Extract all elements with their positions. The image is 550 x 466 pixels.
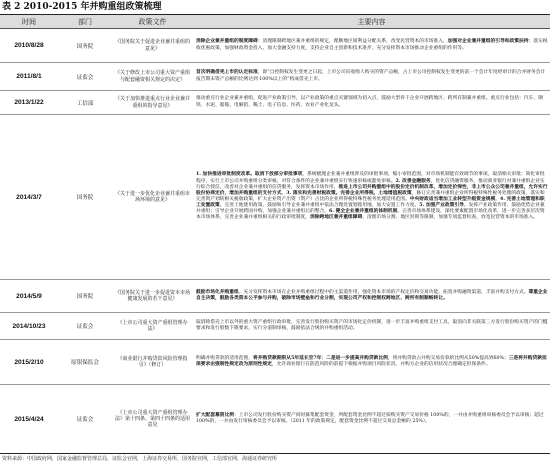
main-text-segment: ，清理市场分割、地区封锁等限制，加强专项监督检查，放宽民营资本的市场准入。: [362, 215, 539, 221]
cell-time-text: 2013/1/22: [14, 99, 44, 106]
cell-dept-text: 证监会: [76, 417, 94, 423]
cell-time-text: 2014/5/9: [16, 292, 42, 300]
main-text-segment: 首次明确借壳上市的认定标准: [196, 70, 258, 76]
cell-time-text: 2014/3/7: [16, 193, 42, 201]
main-text-segment: 推动重点行业企业兼并重组，促进产业政策引导，以产业政策的重点关键领域为切入点，鼓励大型骨干企业开展跨地区、跨所有制兼并重组。: [196, 96, 491, 102]
table-bottom-rule: [0, 453, 550, 454]
cell-time: [0, 91, 58, 114]
cell-time: [0, 29, 58, 62]
cell-dept: [58, 91, 112, 114]
cell-time: [0, 340, 58, 384]
header-doc: 政策文件: [138, 18, 167, 26]
main-text-segment: 5. 加强产业政策引导: [419, 203, 464, 209]
table-row: [0, 340, 550, 385]
cell-doc-text: 《商业银行并购贷款风险管理指引》（修订）: [117, 355, 188, 368]
main-text-segment: 推进上市公司并购重组中的股份定价机制改革，增加定价弹性，非上市公众公司兼并重组，允许实行股份协商定价，增加并购重组的支付方式: [196, 184, 548, 196]
cell-doc: [112, 385, 193, 453]
cell-doc-text: 《上市公司重大资产重组管理办法》第十四条、第四十四条的适用意见: [115, 409, 191, 429]
cell-main: [193, 29, 550, 62]
cell-dept: [58, 29, 112, 62]
cell-time-text: 2011/8/1: [16, 73, 42, 80]
cell-doc-text: 《国务院关于进一步促进资本市场健康发展的若干意见》: [115, 289, 191, 302]
cell-doc: [112, 280, 193, 312]
cell-doc: [112, 313, 193, 339]
main-text-segment: 重点行业包括：汽车、钢铁、水泥、船舶、电解铝、稀土、电子信息、医药、农业产业化龙头。: [196, 96, 543, 108]
main-text-segment: 尊重企业自主决策，鼓励各类资本公平参与并购，破除市场壁垒和行业分割，实现公司产权和控制权跨地区、跨所有制顺畅转让。: [196, 289, 548, 301]
main-text-segment: 加强对企业兼并重组的引导和政策扶持: [447, 39, 529, 45]
cell-time-text: 2015/2/10: [14, 358, 44, 366]
main-text-segment: ：上市公司发行股份购买资产同时募集配套资金，所配套资金比例不超过拟购买资产交易价格 100%的，一并由并购重组审核委员会予以审核；超过 100%的，一并由发行审核委员会予以审核。（2011 年的政策规定，配套资金比例不超过交易总金额的 25%）。: [196, 412, 544, 424]
cell-dept-text: 国务院: [76, 195, 94, 201]
main-text-segment: 。取消下放部分审批事项: [250, 172, 303, 178]
main-text-segment: 1. 加快推进审批制度改革: [196, 172, 251, 178]
cell-time: [0, 280, 58, 312]
cell-time: [0, 115, 58, 279]
cell-dept: [58, 313, 112, 339]
cell-dept: [58, 115, 112, 279]
main-text-segment: 消除企业兼并重组的制度障碍: [196, 39, 258, 45]
main-text-segment: ；: [321, 355, 327, 361]
main-text-segment: ：清理限制跨地区兼并重组的规定，理顺地区间利益分配关系，改变民营资本的市场准入，: [257, 39, 448, 45]
cell-doc-text: 《上市公司重大资产重组管理办法》: [117, 319, 188, 332]
cell-dept: [58, 280, 112, 312]
main-text-segment: 。完善企业所得税、土地增值税政策: [335, 190, 412, 196]
table-row: [0, 63, 550, 91]
cell-doc-text: 《关于加快推进重点行业企业兼并重组的指导意见》: [115, 96, 191, 109]
cell-time: [0, 63, 58, 90]
table-row: [0, 91, 550, 115]
cell-doc: [112, 91, 193, 114]
cell-main: [193, 385, 550, 453]
main-text-segment: ；落实税收优惠政策，加强财政资金投入，加大金融支持力度，支持企业自主创新和技术进步，充分发挥资本市场推动企业重组的作用等。: [196, 39, 548, 51]
main-text-segment: 。: [281, 190, 287, 196]
main-text-segment: 。完善市场体系建设，深化要素配置市场化改革，进一步完善多层次资本市场体系，完善企业兼并重组相关的行政审批制度，: [196, 209, 545, 221]
cell-main: [193, 115, 550, 279]
cell-time: [0, 385, 58, 453]
table-title: 表 2 2010-2015 年并购重组政策梳理: [2, 2, 162, 12]
cell-main: [193, 340, 550, 384]
table-header: [0, 14, 550, 29]
table-row: [0, 115, 550, 280]
main-text-segment: 消除跨地区兼并重组障碍: [310, 215, 363, 221]
cell-doc: [112, 340, 193, 384]
header-time: 时间: [22, 18, 36, 26]
main-text-segment: ，系统梳理企业兼并重组涉及的审批事项，缩小审批范围，对市场机制能有效调节的事项，取消相关审批；简化审批程序，实行上市公司并购重组分类审核，对符合条件的企业兼并重组实行快速审核或豁免审核。: [196, 172, 545, 184]
cell-dept-text: 证监会: [76, 74, 94, 81]
cell-dept-text: 工信部: [76, 100, 94, 107]
table-row: [0, 29, 550, 63]
source-note: 资料来源：中国政府网，国家金融监督管理总局，证监会官网，上海证券交易所，国务院官网，工信部官网，海通证券研究所: [2, 456, 278, 462]
cell-doc: [112, 63, 193, 90]
main-text-segment: 6. 健全企业兼并重组的体制机制: [329, 209, 398, 215]
table-row: [0, 313, 550, 340]
cell-main: [193, 313, 550, 339]
cell-time-text: 2015/4/24: [14, 415, 44, 423]
main-text-segment: 4. 完善土地管理和职工安置政策: [196, 197, 545, 209]
cell-dept-text: 国务院: [76, 43, 94, 50]
main-text-segment: 鼓励市场化并购重组: [196, 289, 239, 295]
cell-main: [193, 63, 550, 90]
main-text-segment: 。优化信贷融资服务，推动商业银行对兼并重组企业实行综合授信，改善对企业兼并重组的信贷服务，发挥资本市场作用，: [196, 178, 545, 190]
cell-dept: [58, 385, 112, 453]
cell-doc: [112, 115, 193, 279]
main-text-segment: 二是进一步提高并购贷款比例: [326, 355, 388, 361]
main-text-segment: 3. 落实和完善财税政策: [286, 190, 336, 196]
main-text-segment: 。: [495, 197, 501, 202]
main-text-segment: 。充分发挥资本市场在企业并购重组过程中的主渠道作用，强化资本市场的产权定价和交易功能，拓宽并购融资渠道，丰富并购支付方式。: [238, 289, 529, 295]
cell-main: [193, 280, 550, 312]
cell-doc-text: 《国务院关于促进企业兼并重组的意见》: [115, 39, 191, 52]
main-text-segment: 将并购贷款期限从5年延长至7年: [253, 355, 322, 361]
cell-doc-text: 《关于修改上市公司重大资产重组与配套融资相关规定的决定》: [115, 70, 191, 83]
cell-doc: [112, 29, 193, 62]
table-row: [0, 385, 550, 453]
main-text-segment: 。发挥产业政策作用，鼓励优势企业兼并重组；引导企业开展跨国并购，加强企业兼并重组后的整合。: [196, 203, 545, 215]
main-text-segment: ，修订完善兼并重组企业所得税特殊性税务处理的政策，落实和完善资产划转相关税收政策，扩大企业资产出资（资产）占比的企业所得税特殊性税务处理适用范围。: [196, 190, 545, 202]
main-text-segment: ，将并购贷款占并购交易价款的比例从50%提高到60%；: [387, 355, 509, 361]
header-dept: 部门: [78, 18, 92, 26]
main-text-segment: 2. 改善金融服务: [395, 178, 431, 184]
cell-dept: [58, 63, 112, 90]
table-row: [0, 280, 550, 313]
main-text-segment: 扩大配套募资比例: [196, 412, 235, 418]
main-text-segment: ，即“自控制权发生变更之日起，上市公司向收购人购买的资产总额，占上市公司控制权发生变更的前一个会计年度经审计的合并财务会计报告期末资产总额的比例达到 100%以上的”构成借壳上市。: [196, 70, 546, 82]
header-main: 主要内容: [357, 18, 386, 26]
cell-main: [193, 91, 550, 114]
main-text-segment: 中央财政适当增加工业转型升级资金规模: [409, 197, 496, 202]
cell-dept-text: 国务院: [76, 294, 94, 300]
cell-time: [0, 313, 58, 339]
cell-dept-text: 证监会: [76, 324, 94, 330]
main-text-segment: 取消除借壳上市以外的重大资产重组行政审批，完善发行股份购买资产的市场化定价机制，进一步丰富并购重组支付工具，取消向非关联第三方发行股份购买资产的门槛要求和发行股数下限要求，实行分道制审核，鼓励依法合规的并购重组活动。: [196, 319, 548, 331]
main-text-segment: 。完善土地使用政策，鼓励和引导企业兼并重组中依法合理处置划拨用地，加大安置工作力度。: [219, 203, 420, 209]
cell-dept: [58, 340, 112, 384]
main-text-segment: 三是将并购贷款担保要求由强制性规定改为原则性规定: [196, 355, 547, 367]
cell-time-text: 2010/8/28: [14, 42, 44, 49]
cell-dept-text: 原银保监会: [71, 360, 99, 366]
main-text-segment: ，允许商业银行在防范风险的前提下根据并购项目风险状况、并购方企业的信用状况合理确定担保条件。: [272, 362, 491, 367]
main-text-segment: 明确并购贷款的适用范围，: [196, 355, 254, 361]
cell-time-text: 2014/10/23: [12, 322, 46, 330]
cell-doc-text: 《关于进一步优化企业兼并重组市场环境的意见》: [115, 190, 191, 203]
